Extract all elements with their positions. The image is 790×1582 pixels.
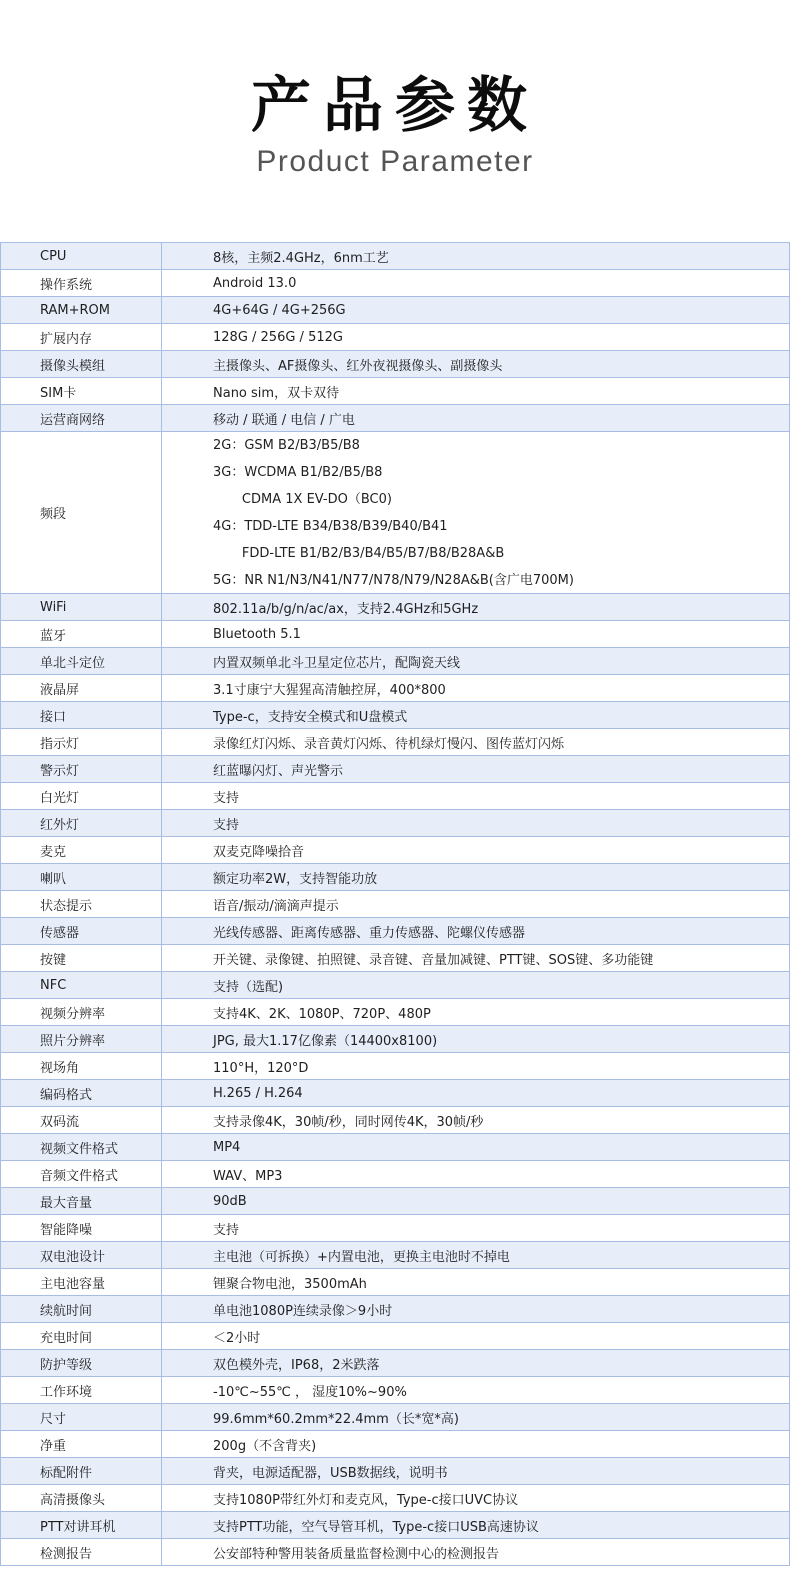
row-label: 双码流 <box>1 1107 162 1133</box>
row-value: ＜2小时 <box>213 1330 261 1346</box>
row-label: 音频文件格式 <box>1 1161 162 1187</box>
row-value: 主电池（可拆换）+内置电池，更换主电池时不掉电 <box>213 1249 510 1265</box>
row-label: 充电时间 <box>1 1323 162 1349</box>
row-label: 摄像头模组 <box>1 351 162 377</box>
row-label: 防护等级 <box>1 1350 162 1376</box>
row-value: 支持1080P带红外灯和麦克风，Type-c接口UVC协议 <box>213 1492 519 1508</box>
table-row <box>1 1188 789 1215</box>
row-label: 按键 <box>1 945 162 971</box>
row-label: RAM+ROM <box>1 297 162 323</box>
table-row <box>1 1404 789 1431</box>
table-row <box>1 1323 789 1350</box>
row-label: 白光灯 <box>1 783 162 809</box>
row-value: 支持 <box>213 1222 240 1238</box>
page-title: 产品参数 <box>251 71 539 141</box>
table-row <box>1 351 789 378</box>
table-row <box>1 1215 789 1242</box>
row-value: 移动 / 联通 / 电信 / 广电 <box>213 412 355 428</box>
row-value: JPG, 最大1.17亿像素（14400x8100) <box>213 1033 438 1049</box>
table-row <box>1 1026 789 1053</box>
row-label: 标配附件 <box>1 1458 162 1484</box>
row-value: 录像红灯闪烁、录音黄灯闪烁、待机绿灯慢闪、图传蓝灯闪烁 <box>213 736 565 752</box>
row-value-line: 4G：TDD-LTE B34/B38/B39/B40/B41 <box>213 518 448 534</box>
table-row <box>1 1350 789 1377</box>
table-row <box>1 1458 789 1485</box>
row-value: 光线传感器、距离传感器、重力传感器、陀螺仪传感器 <box>213 925 526 941</box>
row-label: 视频分辨率 <box>1 999 162 1025</box>
row-value: 802.11a/b/g/n/ac/ax，支持2.4GHz和5GHz <box>213 601 479 617</box>
page-header <box>0 0 790 242</box>
row-value: 额定功率2W，支持智能功放 <box>213 871 378 887</box>
row-label: WiFi <box>1 594 162 620</box>
row-label: 高清摄像头 <box>1 1485 162 1511</box>
row-label: 麦克 <box>1 837 162 863</box>
row-label: 蓝牙 <box>1 621 162 647</box>
table-row <box>1 1431 789 1458</box>
row-label: 红外灯 <box>1 810 162 836</box>
table-row <box>1 297 789 324</box>
row-value: 支持（选配) <box>213 979 284 995</box>
row-label: 续航时间 <box>1 1296 162 1322</box>
row-value-line: FDD-LTE B1/B2/B3/B4/B5/B7/B8/B28A&B <box>213 545 505 561</box>
row-label: 视场角 <box>1 1053 162 1079</box>
row-label: 编码格式 <box>1 1080 162 1106</box>
row-label: 液晶屏 <box>1 675 162 701</box>
table-row <box>1 999 789 1026</box>
table-row <box>1 1080 789 1107</box>
table-row <box>1 810 789 837</box>
spec-table <box>0 242 790 1566</box>
row-label: CPU <box>1 243 162 269</box>
table-row <box>1 1107 789 1134</box>
row-value: 128G / 256G / 512G <box>213 329 343 345</box>
table-row <box>1 1053 789 1080</box>
row-value: 双麦克降噪拾音 <box>213 844 305 860</box>
table-row <box>1 864 789 891</box>
table-row <box>1 1377 789 1404</box>
table-row <box>1 756 789 783</box>
table-row <box>1 324 789 351</box>
table-row <box>1 1242 789 1269</box>
page-subtitle: Product Parameter <box>256 145 534 178</box>
row-value: 支持 <box>213 817 240 833</box>
table-row <box>1 729 789 756</box>
table-row <box>1 1269 789 1296</box>
table-row <box>1 378 789 405</box>
table-row <box>1 1539 789 1566</box>
row-value <box>162 432 789 593</box>
table-row <box>1 1161 789 1188</box>
table-row <box>1 837 789 864</box>
row-label: PTT对讲耳机 <box>1 1512 162 1538</box>
table-row <box>1 621 789 648</box>
row-value: 主摄像头、AF摄像头、红外夜视摄像头、副摄像头 <box>213 358 503 374</box>
row-value: MP4 <box>213 1139 241 1155</box>
row-label: 状态提示 <box>1 891 162 917</box>
row-value-line: 2G：GSM B2/B3/B5/B8 <box>213 437 360 453</box>
row-value: 8核，主频2.4GHz，6nm工艺 <box>213 250 389 266</box>
table-row <box>1 783 789 810</box>
table-row <box>1 405 789 432</box>
row-label: 最大音量 <box>1 1188 162 1214</box>
row-label: 接口 <box>1 702 162 728</box>
row-value: 语音/振动/滴滴声提示 <box>213 898 339 914</box>
row-label: NFC <box>1 972 162 998</box>
row-label: 照片分辨率 <box>1 1026 162 1052</box>
row-label: 操作系统 <box>1 270 162 296</box>
row-value: Type-c，支持安全模式和U盘模式 <box>213 709 408 725</box>
row-label: SIM卡 <box>1 378 162 404</box>
table-row <box>1 972 789 999</box>
row-value: 4G+64G / 4G+256G <box>213 302 346 318</box>
row-value: H.265 / H.264 <box>213 1085 303 1101</box>
table-row <box>1 675 789 702</box>
row-value-line: 3G：WCDMA B1/B2/B5/B8 <box>213 464 383 480</box>
row-value-line: CDMA 1X EV-DO（BC0) <box>213 491 392 507</box>
row-label: 单北斗定位 <box>1 648 162 674</box>
table-row <box>1 648 789 675</box>
row-label: 智能降噪 <box>1 1215 162 1241</box>
row-value: 单电池1080P连续录像＞9小时 <box>213 1303 393 1319</box>
row-value: 支持 <box>213 790 240 806</box>
row-label: 视频文件格式 <box>1 1134 162 1160</box>
row-value: Nano sim，双卡双待 <box>213 385 340 401</box>
row-value: 支持PTT功能，空气导管耳机，Type-c接口USB高速协议 <box>213 1519 539 1535</box>
row-value: 支持4K、2K、1080P、720P、480P <box>213 1006 431 1022</box>
table-row <box>1 243 789 270</box>
row-value: 背夹，电源适配器，USB数据线，说明书 <box>213 1465 448 1481</box>
table-row <box>1 702 789 729</box>
table-row <box>1 1134 789 1161</box>
row-value: WAV、MP3 <box>213 1168 283 1184</box>
row-label: 主电池容量 <box>1 1269 162 1295</box>
row-value: 红蓝曝闪灯、声光警示 <box>213 763 344 779</box>
row-value: Bluetooth 5.1 <box>213 626 301 642</box>
table-row <box>1 270 789 297</box>
row-value: 锂聚合物电池，3500mAh <box>213 1276 367 1292</box>
row-value-line: 5G：NR N1/N3/N41/N77/N78/N79/N28A&B(含广电700M) <box>213 572 574 588</box>
row-value: Android 13.0 <box>213 275 297 291</box>
table-row <box>1 945 789 972</box>
row-label: 运营商网络 <box>1 405 162 431</box>
table-row <box>1 891 789 918</box>
row-value: 开关键、录像键、拍照键、录音键、音量加减键、PTT键、SOS键、多功能键 <box>213 952 654 968</box>
table-row <box>1 918 789 945</box>
table-row <box>1 1485 789 1512</box>
row-value: 公安部特种警用装备质量监督检测中心的检测报告 <box>213 1546 500 1562</box>
row-value: 支持录像4K，30帧/秒，同时网传4K，30帧/秒 <box>213 1114 484 1130</box>
table-row <box>1 1296 789 1323</box>
table-row <box>1 1512 789 1539</box>
row-label: 净重 <box>1 1431 162 1457</box>
row-value: 99.6mm*60.2mm*22.4mm（长*宽*高) <box>213 1411 459 1427</box>
table-row <box>1 594 789 621</box>
row-value: 内置双频单北斗卫星定位芯片，配陶瓷天线 <box>213 655 461 671</box>
row-label: 警示灯 <box>1 756 162 782</box>
table-row <box>1 432 789 594</box>
row-value: -10℃~55℃ ， 湿度10%~90% <box>213 1384 407 1400</box>
row-label: 工作环境 <box>1 1377 162 1403</box>
row-label: 双电池设计 <box>1 1242 162 1268</box>
row-value: 90dB <box>213 1193 247 1209</box>
row-label: 检测报告 <box>1 1539 162 1565</box>
row-value: 双色模外壳，IP68，2米跌落 <box>213 1357 380 1373</box>
row-label: 喇叭 <box>1 864 162 890</box>
row-value: 200g（不含背夹) <box>213 1438 317 1454</box>
row-value: 110°H，120°D <box>213 1060 309 1076</box>
row-label: 尺寸 <box>1 1404 162 1430</box>
row-label: 传感器 <box>1 918 162 944</box>
row-label: 扩展内存 <box>1 324 162 350</box>
row-label: 频段 <box>1 432 162 593</box>
row-label: 指示灯 <box>1 729 162 755</box>
row-value: 3.1寸康宁大猩猩高清触控屏，400*800 <box>213 682 446 698</box>
